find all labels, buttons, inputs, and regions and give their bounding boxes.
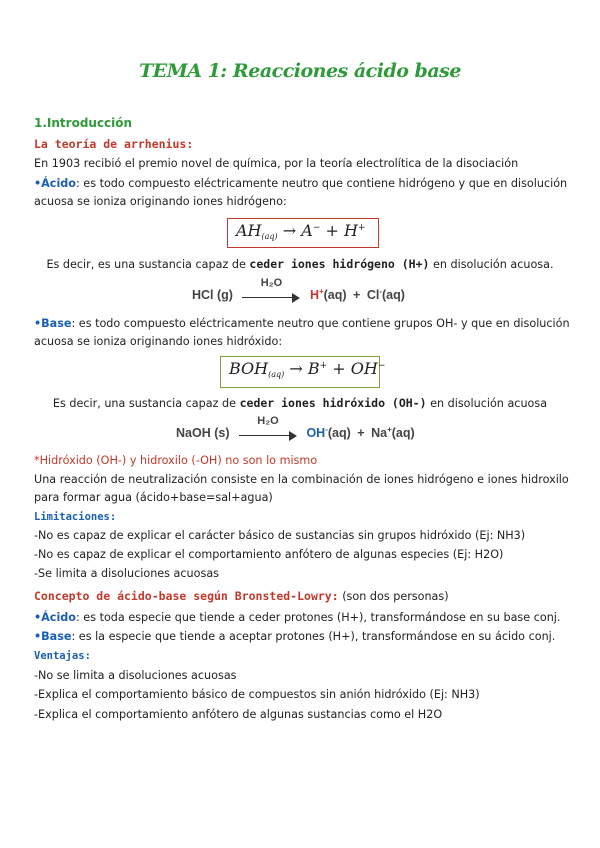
- section-heading-introduccion: 1.Introducción: [34, 116, 133, 130]
- hcl-product-cl-sup: -: [379, 287, 383, 296]
- bronsted-acido-text: : es toda especie que tiende a ceder protones (H+), transformándose en su base conj.: [75, 611, 561, 624]
- bronsted-heading-line: [34, 589, 449, 604]
- es-decir-base-bold: ceder iones hidróxido (OH-): [239, 396, 427, 410]
- bronsted-acido-label: •Ácido: [34, 611, 76, 624]
- es-decir-acido: [0, 257, 600, 272]
- formula-base-lhs-sub: (aq): [268, 370, 285, 379]
- formula-base-lhs: BOH: [229, 359, 269, 378]
- formula-plus: +: [325, 221, 339, 240]
- ventaja-item: -Explica el comportamiento básico de compuestos sin anión hidróxido (Ej: NH3): [34, 688, 480, 701]
- limitaciones-heading: Limitaciones:: [34, 511, 117, 523]
- limitacion-item: -No es capaz de explicar el carácter básico de sustancias sin grupos hidróxido (Ej: NH3): [34, 529, 526, 542]
- formula-arrow: →: [282, 221, 297, 240]
- hcl-product-h: H: [309, 288, 319, 303]
- reaction-arrow: [239, 414, 297, 441]
- formula-base-p2: OH: [350, 359, 378, 378]
- ventajas-heading: Ventajas:: [34, 650, 91, 662]
- bronsted-acido-line: [34, 610, 560, 625]
- formula-acid-p2-sup: +: [357, 223, 366, 233]
- formula-acid-lhs-sub: (aq): [261, 232, 278, 241]
- naoh-reactant: NaOH (s): [176, 426, 230, 441]
- formula-base-p1: B: [307, 359, 320, 378]
- hcl-product-cl-state: (aq): [382, 288, 405, 303]
- naoh-product-na-state: (aq): [391, 426, 415, 441]
- naoh-product-oh-sup: -: [325, 425, 328, 434]
- hcl-product-h-state: (aq): [323, 288, 347, 303]
- formula-acid-p1-sup: −: [312, 223, 321, 233]
- hcl-plus: +: [353, 288, 361, 303]
- limitacion-item: -Se limita a disoluciones acuosas: [34, 567, 220, 580]
- nobel-line: En 1903 recibió el premio novel de química, por la teoría electrolítica de la disociación: [34, 157, 519, 170]
- bronsted-heading-note: (son dos personas): [338, 590, 449, 603]
- naoh-product-oh-state: (aq): [327, 426, 351, 441]
- bronsted-base-line: [34, 629, 555, 644]
- neutralization-line-1: Una reacción de neutralización consiste en la combinación de iones hidrógeno e iones hidroxilo: [34, 473, 569, 486]
- acido-definition-text: : es todo compuesto eléctricamente neutro que contiene hidrógeno y que en disolución: [75, 177, 568, 190]
- naoh-reaction: [176, 414, 415, 441]
- es-decir-base-pre: Es decir, una sustancia capaz de: [52, 397, 240, 410]
- base-definition-line-2: acuosa se ioniza originando iones hidróxido:: [34, 335, 283, 348]
- formula-arrow: →: [289, 359, 303, 378]
- es-decir-acido-post: en disolución acuosa.: [429, 258, 554, 271]
- arrow-water-label: H₂O: [260, 276, 283, 289]
- naoh-plus: +: [357, 426, 365, 441]
- base-definition-line-1: [34, 316, 570, 331]
- es-decir-acido-bold: ceder iones hidrógeno (H+): [249, 257, 430, 271]
- formula-acid-p1: A: [301, 221, 313, 240]
- hidroxido-note: *Hidróxido (OH-) y hidroxilo (-OH) no son lo mismo: [34, 454, 318, 467]
- bronsted-base-label: •Base: [34, 630, 72, 643]
- es-decir-base-post: en disolución acuosa: [426, 397, 548, 410]
- hcl-product-h-sup: +: [318, 287, 324, 296]
- acido-label: •Ácido: [34, 177, 76, 190]
- hcl-reactant: HCl (g): [192, 288, 233, 303]
- bronsted-heading: Concepto de ácido-base según Bronsted-Lowry:: [34, 589, 339, 603]
- arrhenius-heading: La teoría de arrhenius:: [34, 137, 194, 151]
- formula-plus: +: [332, 359, 346, 378]
- naoh-product-oh: OH: [306, 426, 326, 441]
- hcl-product-cl: Cl: [366, 288, 380, 303]
- naoh-product-na: Na: [371, 426, 388, 441]
- neutralization-line-2: para formar agua (ácido+base=sal+agua): [34, 491, 273, 504]
- es-decir-base: [0, 396, 600, 411]
- formula-acid-lhs: AH: [236, 221, 262, 240]
- arrow-water-label: H₂O: [257, 414, 279, 427]
- ventaja-item: -Explica el comportamiento anfótero de algunas sustancias como el H2O: [34, 708, 443, 721]
- limitacion-item: -No es capaz de explicar el comportamiento anfótero de algunas especies (Ej: H2O): [34, 548, 504, 561]
- naoh-product-na-sup: +: [387, 425, 392, 434]
- base-label: •Base: [34, 317, 72, 330]
- bronsted-base-text: : es la especie que tiende a aceptar protones (H+), transformándose en su ácido conj.: [71, 630, 556, 643]
- acido-definition-line-1: [34, 176, 567, 191]
- page-title: TEMA 1: Reacciones ácido base: [139, 60, 461, 82]
- reaction-arrow: [242, 276, 300, 303]
- ventaja-item: -No se limita a disoluciones acuosas: [34, 669, 237, 682]
- acid-dissociation-formula: [227, 218, 379, 248]
- base-dissociation-formula: [220, 356, 386, 388]
- formula-base-p2-sup: −: [377, 361, 386, 371]
- base-definition-text: : es todo compuesto eléctricamente neutro que contiene grupos OH- y que en disolución: [71, 317, 570, 330]
- acido-definition-line-2: acuosa se ioniza originando iones hidrógeno:: [34, 195, 287, 208]
- formula-acid-p2: H: [343, 221, 358, 240]
- es-decir-acido-pre: Es decir, es una sustancia capaz de: [46, 258, 250, 271]
- hcl-reaction: [192, 276, 405, 303]
- formula-base-p1-sup: +: [319, 361, 328, 371]
